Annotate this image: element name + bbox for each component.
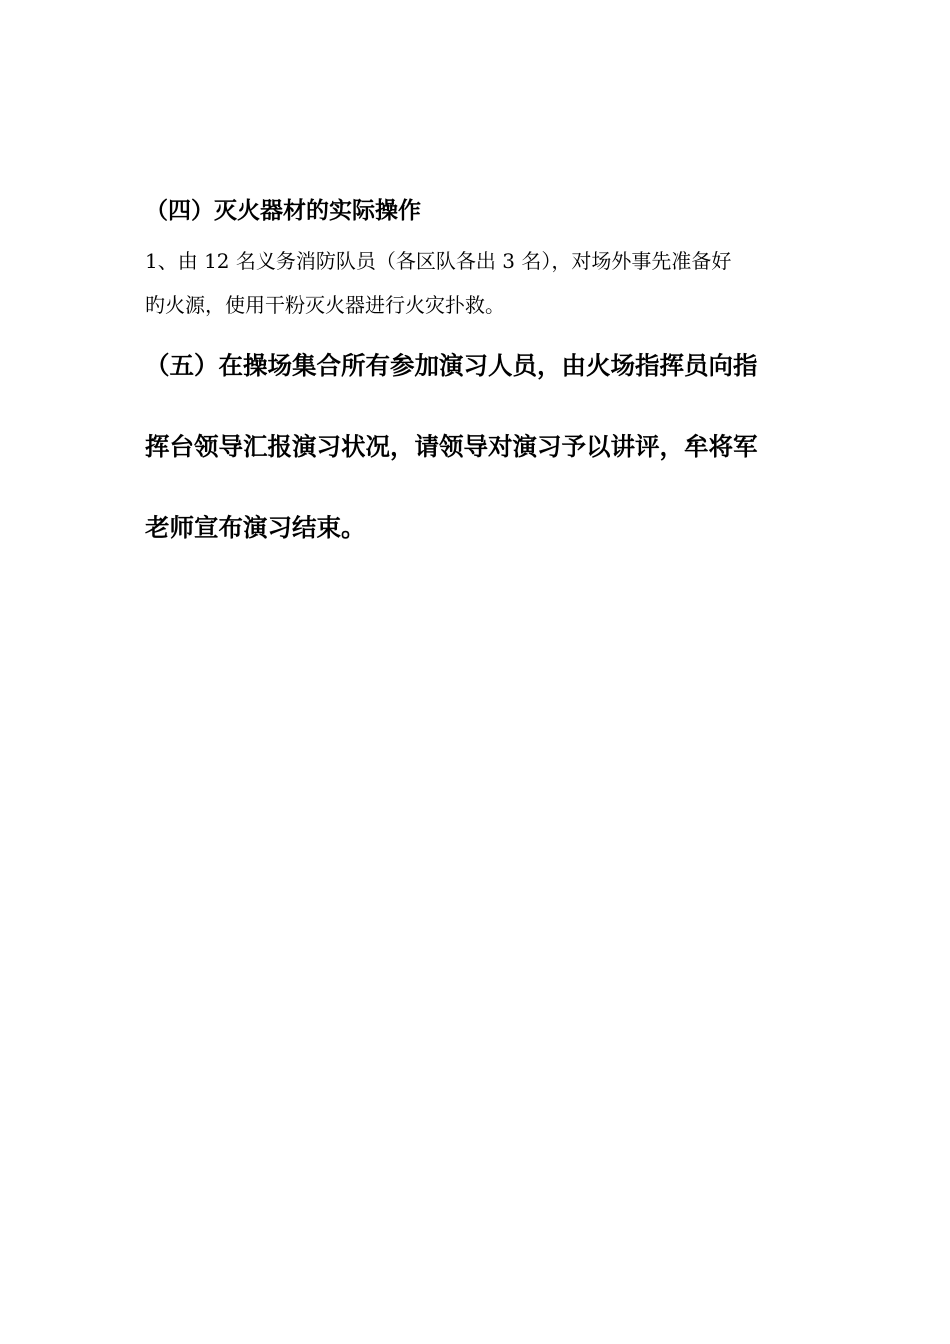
section-4-item-1-line-2: 旳火源，使用干粉灭火器进行火灾扑救。 <box>145 293 505 317</box>
section-5-line-2: 挥台领导汇报演习状况，请领导对演习予以讲评，牟将军 <box>145 432 758 461</box>
document-body <box>145 193 810 568</box>
section-5-line-1: （五）在操场集合所有参加演习人员，由火场指挥员向指 <box>145 351 758 380</box>
section-5-paragraph <box>145 325 810 568</box>
section-4-heading: （四）灭火器材的实际操作 <box>145 198 421 224</box>
section-4-item-1-line-1: 1、由 12 名义务消防队员（各区队各出 3 名），对场外事先准备好 <box>145 249 732 273</box>
section-4-item-1 <box>145 239 810 327</box>
section-5-line-3: 老师宣布演习结束。 <box>145 513 366 542</box>
